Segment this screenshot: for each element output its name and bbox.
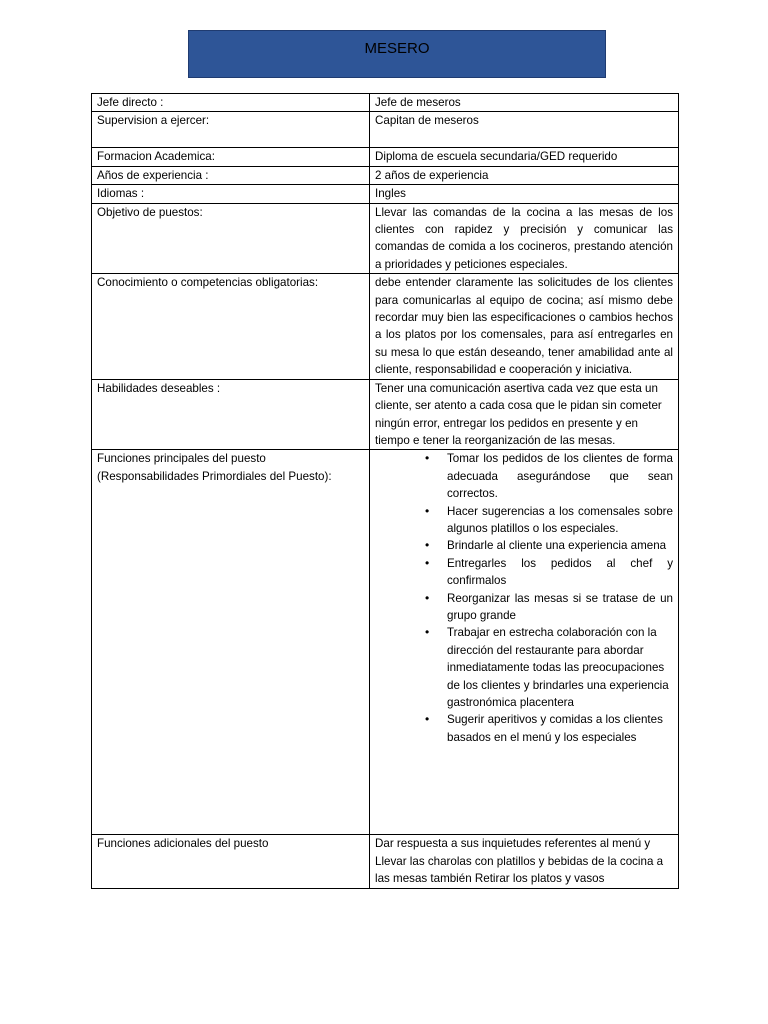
table-row <box>92 835 679 888</box>
document-title: MESERO <box>364 40 430 57</box>
list-item: • Brindarle al cliente una experiencia amena <box>447 537 673 554</box>
row-label-experiencia: Años de experiencia : <box>92 166 370 184</box>
row-label-funciones-adicionales: Funciones adicionales del puesto <box>92 835 370 888</box>
row-label-jefe-directo: Jefe directo : <box>92 94 370 112</box>
row-value-conocimiento: debe entender claramente las solicitudes de los clientes para comunicarlas al equipo de cocina; así mismo debe recordar muy bien las especificaciones o cambios hechos a los platos por los comensales, para así entregarles en su mesa lo que están deseando, tener amabilidad ante al cliente, responsabilidad e cooperación y iniciativa. <box>370 274 679 379</box>
list-item: • Trabajar en estrecha colaboración con la dirección del restaurante para abordar inmediatamente todas las preocupaciones de los clientes y brindarles una experiencia gastronómica placentera <box>447 624 673 711</box>
row-value-supervision: Capitan de meseros <box>370 112 679 148</box>
table-row <box>92 379 679 450</box>
row-value-formacion: Diploma de escuela secundaria/GED requerido <box>370 148 679 166</box>
row-value-funciones-adicionales: Dar respuesta a sus inquietudes referentes al menú y Llevar las charolas con platillos y bebidas de la cocina a las mesas también Retirar los platos y vasos <box>370 835 679 888</box>
row-value-objetivo: Llevar las comandas de la cocina a las mesas de los clientes con rapidez y precisión y comunicar las comandas de comida a los cocineros, prestando atención a prioridades y peticiones especiales. <box>370 203 679 274</box>
list-item: • Entregarles los pedidos al chef y confirmalos <box>447 555 673 590</box>
table-row <box>92 185 679 203</box>
table-row <box>92 148 679 166</box>
row-value-habilidades: Tener una comunicación asertiva cada vez que esta un cliente, ser atento a cada cosa que le pidan sin cometer ningún error, entregar los pedidos en presente y en tiempo e tener la reorganización de las mesas. <box>370 379 679 450</box>
row-value-jefe-directo: Jefe de meseros <box>370 94 679 112</box>
list-item: • Sugerir aperitivos y comidas a los clientes basados en el menú y los especiales <box>447 711 673 746</box>
row-label-funciones-principales: Funciones principales del puesto (Responsabilidades Primordiales del Puesto): <box>92 450 370 835</box>
list-item: • Hacer sugerencias a los comensales sobre algunos platillos o los especiales. <box>447 503 673 538</box>
row-label-formacion: Formacion Academica: <box>92 148 370 166</box>
row-label-supervision: Supervision a ejercer: <box>92 112 370 148</box>
table-row <box>92 112 679 148</box>
list-item: • Reorganizar las mesas si se tratase de un grupo grande <box>447 590 673 625</box>
row-value-funciones-principales <box>370 450 679 835</box>
job-description-table <box>91 93 679 889</box>
duties-list <box>375 450 673 746</box>
row-value-idiomas: Ingles <box>370 185 679 203</box>
table-row <box>92 166 679 184</box>
table-row <box>92 274 679 379</box>
list-item: • Tomar los pedidos de los clientes de forma adecuada asegurándose que sean correctos. <box>447 450 673 502</box>
row-value-experiencia: 2 años de experiencia <box>370 166 679 184</box>
table-row <box>92 94 679 112</box>
row-label-conocimiento: Conocimiento o competencias obligatorias: <box>92 274 370 379</box>
row-label-habilidades: Habilidades deseables : <box>92 379 370 450</box>
row-label-objetivo: Objetivo de puestos: <box>92 203 370 274</box>
table-row <box>92 450 679 835</box>
table-row <box>92 203 679 274</box>
document-title-banner <box>188 30 606 78</box>
row-label-idiomas: Idiomas : <box>92 185 370 203</box>
